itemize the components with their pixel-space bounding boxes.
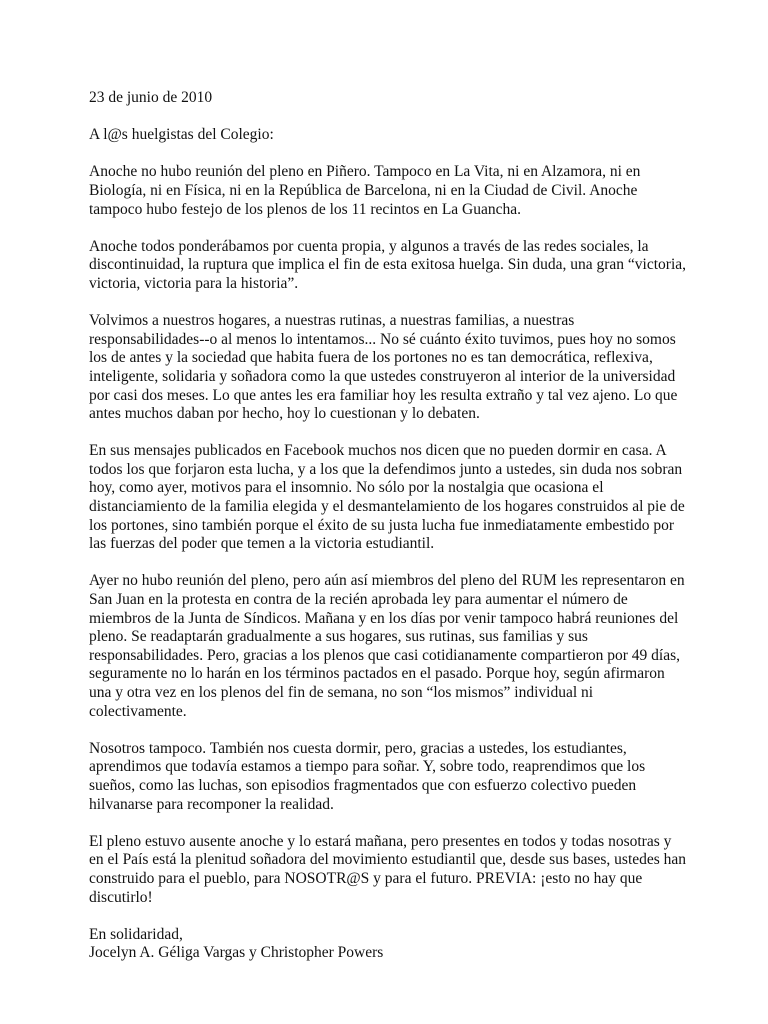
paragraph-7: El pleno estuvo ausente anoche y lo estará mañana, pero presentes en todos y todas nosotras y en el País está la plenitud soñadora del movimiento estudiantil que, desde sus bases, ustedes han construido para el pueblo, para NOSOTR@S y para el futuro. PREVIA: ¡esto no hay que discutirlo!	[89, 832, 687, 906]
paragraph-3: Volvimos a nuestros hogares, a nuestras rutinas, a nuestras familias, a nuestras responsabilidades--o al menos lo intentamos... No sé cuánto éxito tuvimos, pues hoy no somos los de antes y la sociedad que habita fuera de los portones no es tan democrática, reflexiva, inteligente, solidaria y soñadora como la que ustedes construyeron al interior de la universidad por casi dos meses. Lo que antes les era familiar hoy les resulta extraño y tal vez ajeno. Lo que antes muchos daban por hecho, hoy lo cuestionan y lo debaten.	[89, 312, 678, 423]
signatories: Jocelyn A. Géliga Vargas y Christopher Powers	[89, 944, 384, 962]
paragraph-6: Nosotros tampoco. También nos cuesta dormir, pero, gracias a ustedes, los estudiantes, aprendimos que todavía estamos a tiempo para soñar. Y, sobre todo, reaprendimos que los sueños, como las luchas, son episodios fragmentados que con esfuerzo colectivo pueden hilvanarse para recomponer la realidad.	[89, 739, 646, 813]
letter-body	[89, 89, 689, 963]
paragraph-1: Anoche no hubo reunión del pleno en Piñero. Tampoco en La Vita, ni en Alzamora, ni en Biología, ni en Física, ni en la República de Barcelona, ni en la Ciudad de Civil. Anoche tampoco hubo festejo de los plenos de los 11 recintos en La Guancha.	[89, 163, 641, 218]
paragraph-5: Ayer no hubo reunión del pleno, pero aún así miembros del pleno del RUM les representaron en San Juan en la protesta en contra de la recién aprobada ley para aumentar el número de miembros de la Junta de Síndicos. Mañana y en los días por venir tampoco habrá reuniones del pleno. Se readaptarán gradualmente a sus hogares, sus rutinas, sus familias y sus responsabilidades. Pero, gracias a los plenos que casi cotidianamente compartieron por 49 días, seguramente no lo harán en los términos pactados en el pasado. Porque hoy, según afirmaron una y otra vez en los plenos del fin de semana, no son “los mismos” individual ni colectivamente.	[89, 572, 685, 720]
letter-salutation: A l@s huelgistas del Colegio:	[89, 126, 274, 144]
paragraph-2: Anoche todos ponderábamos por cuenta propia, y algunos a través de las redes sociales, la discontinuidad, la ruptura que implica el fin de esta exitosa huelga. Sin duda, una gran “victoria, victoria, victoria para la historia”.	[89, 237, 686, 292]
paragraph-4: En sus mensajes publicados en Facebook muchos nos dicen que no pueden dormir en casa. A todos los que forjaron esta lucha, y a los que la defendimos junto a ustedes, sin duda nos sobran hoy, como ayer, motivos para el insomnio. No sólo por la nostalgia que ocasiona el distanciamiento de la familia elegida y el desmantelamiento de los hogares construidos al pie de los portones, sino también porque el éxito de su justa lucha fue inmediatamente embestido por las fuerzas del poder que temen a la victoria estudiantil.	[89, 442, 685, 553]
signature-block	[89, 926, 689, 963]
closing-line: En solidaridad,	[89, 925, 183, 943]
letter-date: 23 de junio de 2010	[89, 89, 213, 106]
